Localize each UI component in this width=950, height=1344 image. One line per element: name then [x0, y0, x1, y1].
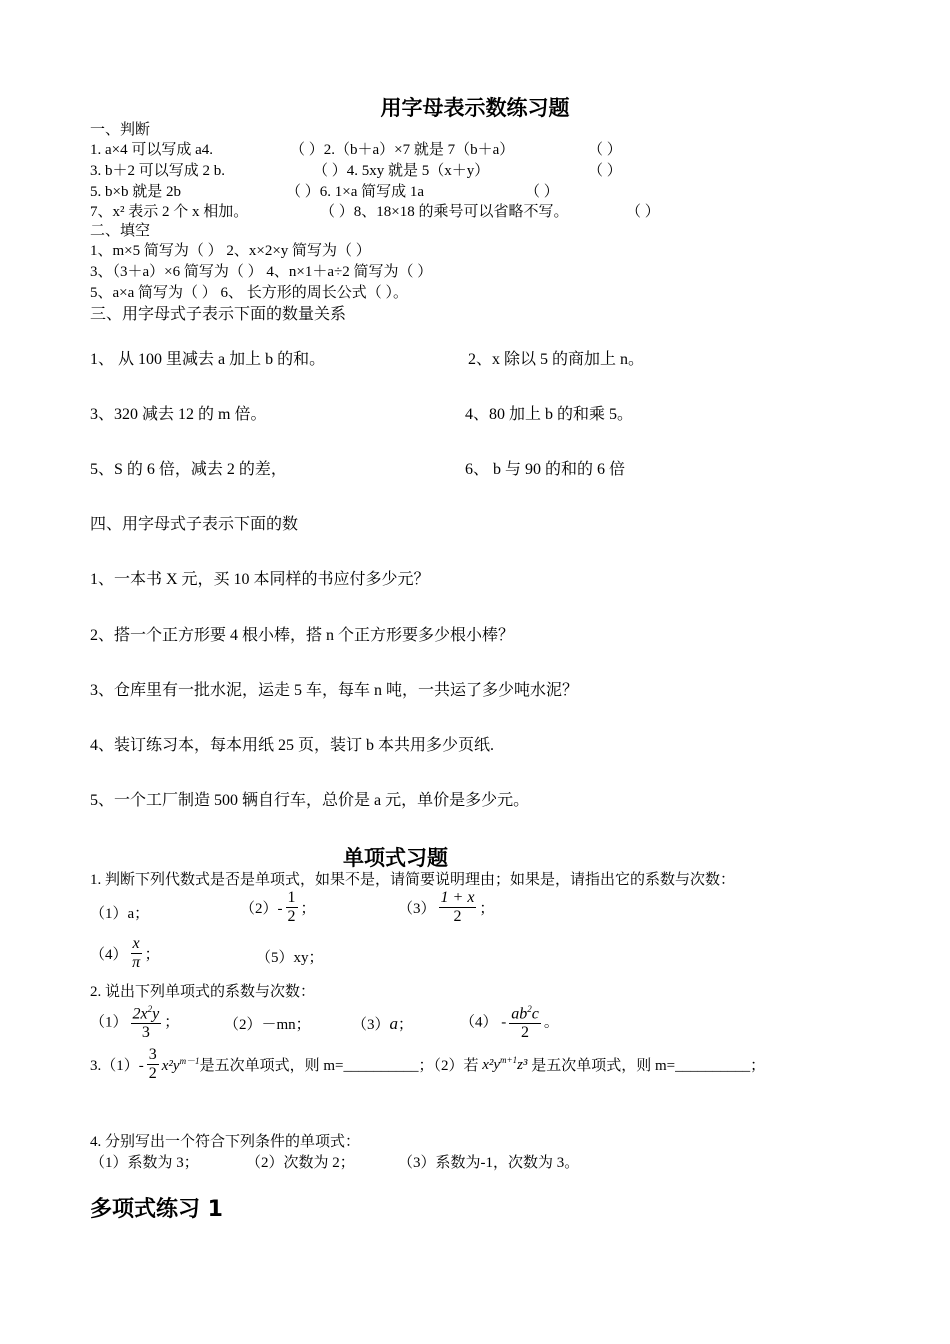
- expr: x²y: [482, 1057, 501, 1073]
- mono-q2-a-suffix: ；: [164, 1014, 180, 1031]
- number-item-1: 1、一本书 X 元，买 10 本同样的书应付多少元？: [90, 571, 430, 588]
- judge-row-3c: （ ）: [525, 184, 559, 200]
- mono-q1-b-suffix: ；: [300, 901, 316, 917]
- fraction-numerator: 3: [148, 1046, 157, 1063]
- section-heading-relations: 三、用字母式子表示下面的数量关系: [90, 306, 347, 323]
- judge-row-3b: （ ）6. 1×a 简写成 1a: [286, 184, 425, 200]
- judge-row-2a: 3. b＋2 可以写成 2 b.: [90, 163, 226, 179]
- page-title: 用字母表示数练习题: [380, 96, 570, 120]
- judge-row-3a: 5. b×b 就是 2b: [90, 184, 181, 200]
- fraction-denominator: π: [132, 954, 141, 971]
- fraction-numerator: $2x^2y$: [131, 1000, 162, 1024]
- mono-q4-item-2: （2）次数为 2；: [246, 1155, 355, 1171]
- fraction-numerator: $ab^2c$: [509, 1000, 541, 1024]
- mono-q4: 4. 分别写出一个符合下列条件的单项式：: [90, 1134, 361, 1150]
- fraction-denominator: 2: [287, 908, 296, 925]
- mono-q2-a-prefix: （1）: [90, 1014, 128, 1031]
- mono-q3-prefix: 3.（1）-: [90, 1058, 144, 1074]
- mono-q2-d: [460, 1000, 559, 1042]
- mono-q1-b: [240, 889, 316, 926]
- mono-q1-c-suffix: ；: [479, 901, 495, 917]
- fraction-numerator: 1: [287, 889, 296, 906]
- section-title-polynomial: 多项式练习 1: [90, 1197, 223, 1222]
- exponent: m－1: [179, 1056, 200, 1066]
- mono-q2: 2. 说出下列单项式的系数与次数：: [90, 984, 316, 1000]
- mono-q2-c: [352, 1013, 413, 1034]
- expr: z³: [517, 1057, 528, 1073]
- fill-row-2: 3、（3＋a）×6 简写为（ ） 4、n×1＋a÷2 简写为（ ）: [90, 264, 433, 280]
- mono-q1-d-suffix: ；: [144, 947, 160, 963]
- section-heading-fill: 二、填空: [90, 223, 151, 239]
- mono-q3-expr1: [162, 1058, 200, 1074]
- mono-q2-d-suffix: 。: [543, 1014, 559, 1031]
- fraction: [439, 889, 477, 926]
- fraction: [286, 889, 298, 926]
- mono-q2-b: （2）－mn；: [224, 1017, 311, 1033]
- fraction-denominator: 3: [141, 1024, 150, 1042]
- fraction: [509, 1000, 541, 1042]
- number-item-4: 4、装订练习本，每本用纸 25 页，装订 b 本共用多少页纸.: [90, 737, 495, 754]
- relation-item-5: 5、S 的 6 倍，减去 2 的差，: [90, 461, 287, 478]
- mono-q2-c-variable: a: [389, 1014, 399, 1033]
- mono-q1-d: [90, 935, 160, 972]
- judge-row-4b: （ ）8、18×18 的乘号可以省略不写。: [320, 204, 569, 220]
- fraction-denominator: 2: [453, 908, 462, 925]
- mono-q4-item-3: （3）系数为-1，次数为 3。: [398, 1155, 580, 1171]
- fraction: [131, 935, 142, 972]
- fill-row-3: 5、a×a 简写为（ ） 6、 长方形的周长公式（ ）。: [90, 285, 409, 301]
- number-item-3: 3、仓库里有一批水泥，运走 5 车，每车 n 吨，一共运了多少吨水泥？: [90, 682, 579, 699]
- judge-row-2b: （ ）4. 5xy 就是 5（x＋y）: [313, 163, 490, 179]
- mono-q1: 1. 判断下列代数式是否是单项式，如果不是，请简要说明理由；如果是，请指出它的系数与次数：: [90, 872, 736, 888]
- section-heading-numbers: 四、用字母式子表示下面的数: [90, 516, 299, 533]
- judge-row-1a: 1. a×4 可以写成 a4.: [90, 142, 214, 158]
- mono-q4-item-1: （1）系数为 3；: [90, 1155, 199, 1171]
- relation-item-6: 6、 b 与 90 的和的 6 倍: [465, 461, 626, 478]
- section-title-monomial: 单项式习题: [343, 846, 448, 870]
- mono-q1-c: [398, 889, 494, 926]
- judge-row-1c: （ ）: [588, 142, 622, 158]
- relation-item-2: 2、x 除以 5 的商加上 n。: [468, 351, 645, 368]
- mono-q3: [90, 1046, 765, 1083]
- judge-row-1b: （ ）2.（b＋a）×7 就是 7（b＋a）: [290, 142, 515, 158]
- mono-q2-c-prefix: （3）: [352, 1017, 390, 1033]
- relation-item-1: 1、 从 100 里减去 a 加上 b 的和。: [90, 351, 326, 368]
- fraction: [147, 1046, 159, 1083]
- fill-row-1: 1、m×5 简写为（ ） 2、x×2×y 简写为（ ）: [90, 243, 371, 259]
- mono-q2-c-suffix: ；: [398, 1017, 414, 1033]
- mono-q2-a: [90, 1000, 179, 1042]
- mono-q1-c-prefix: （3）: [398, 901, 436, 917]
- judge-row-4c: （ ）: [626, 204, 660, 220]
- number-item-2: 2、搭一个正方形要 4 根小棒，搭 n 个正方形要多少根小棒？: [90, 627, 515, 644]
- relation-item-3: 3、320 减去 12 的 m 倍。: [90, 406, 267, 423]
- mono-q3-middle: 是五次单项式，则 m=__________；（2）若: [199, 1058, 479, 1074]
- expr: x²y: [161, 1058, 180, 1074]
- mono-q1-b-prefix: （2）-: [240, 901, 283, 917]
- mono-q1-a: （1）a；: [90, 906, 150, 922]
- fraction: [131, 1000, 162, 1042]
- fraction-denominator: 2: [521, 1024, 530, 1042]
- fraction-numerator: 1 + x: [440, 889, 475, 906]
- judge-row-2c: （ ）: [588, 163, 622, 179]
- mono-q1-d-prefix: （4）: [90, 947, 128, 963]
- section-heading-judge: 一、判断: [90, 122, 151, 138]
- fraction-numerator: x: [132, 935, 140, 952]
- relation-item-4: 4、80 加上 b 的和乘 5。: [465, 406, 634, 423]
- exponent: m+1: [500, 1055, 518, 1065]
- mono-q2-d-prefix: （4） -: [460, 1014, 507, 1031]
- fraction-denominator: 2: [148, 1065, 157, 1082]
- mono-q1-e: （5）xy；: [256, 950, 324, 966]
- mono-q3-end: 是五次单项式，则 m=__________；: [531, 1058, 766, 1074]
- number-item-5: 5、一个工厂制造 500 辆自行车，总价是 a 元，单价是多少元。: [90, 792, 530, 809]
- judge-row-4a: 7、x² 表示 2 个 x 相加。: [90, 204, 249, 220]
- mono-q3-expr2: [478, 1057, 531, 1073]
